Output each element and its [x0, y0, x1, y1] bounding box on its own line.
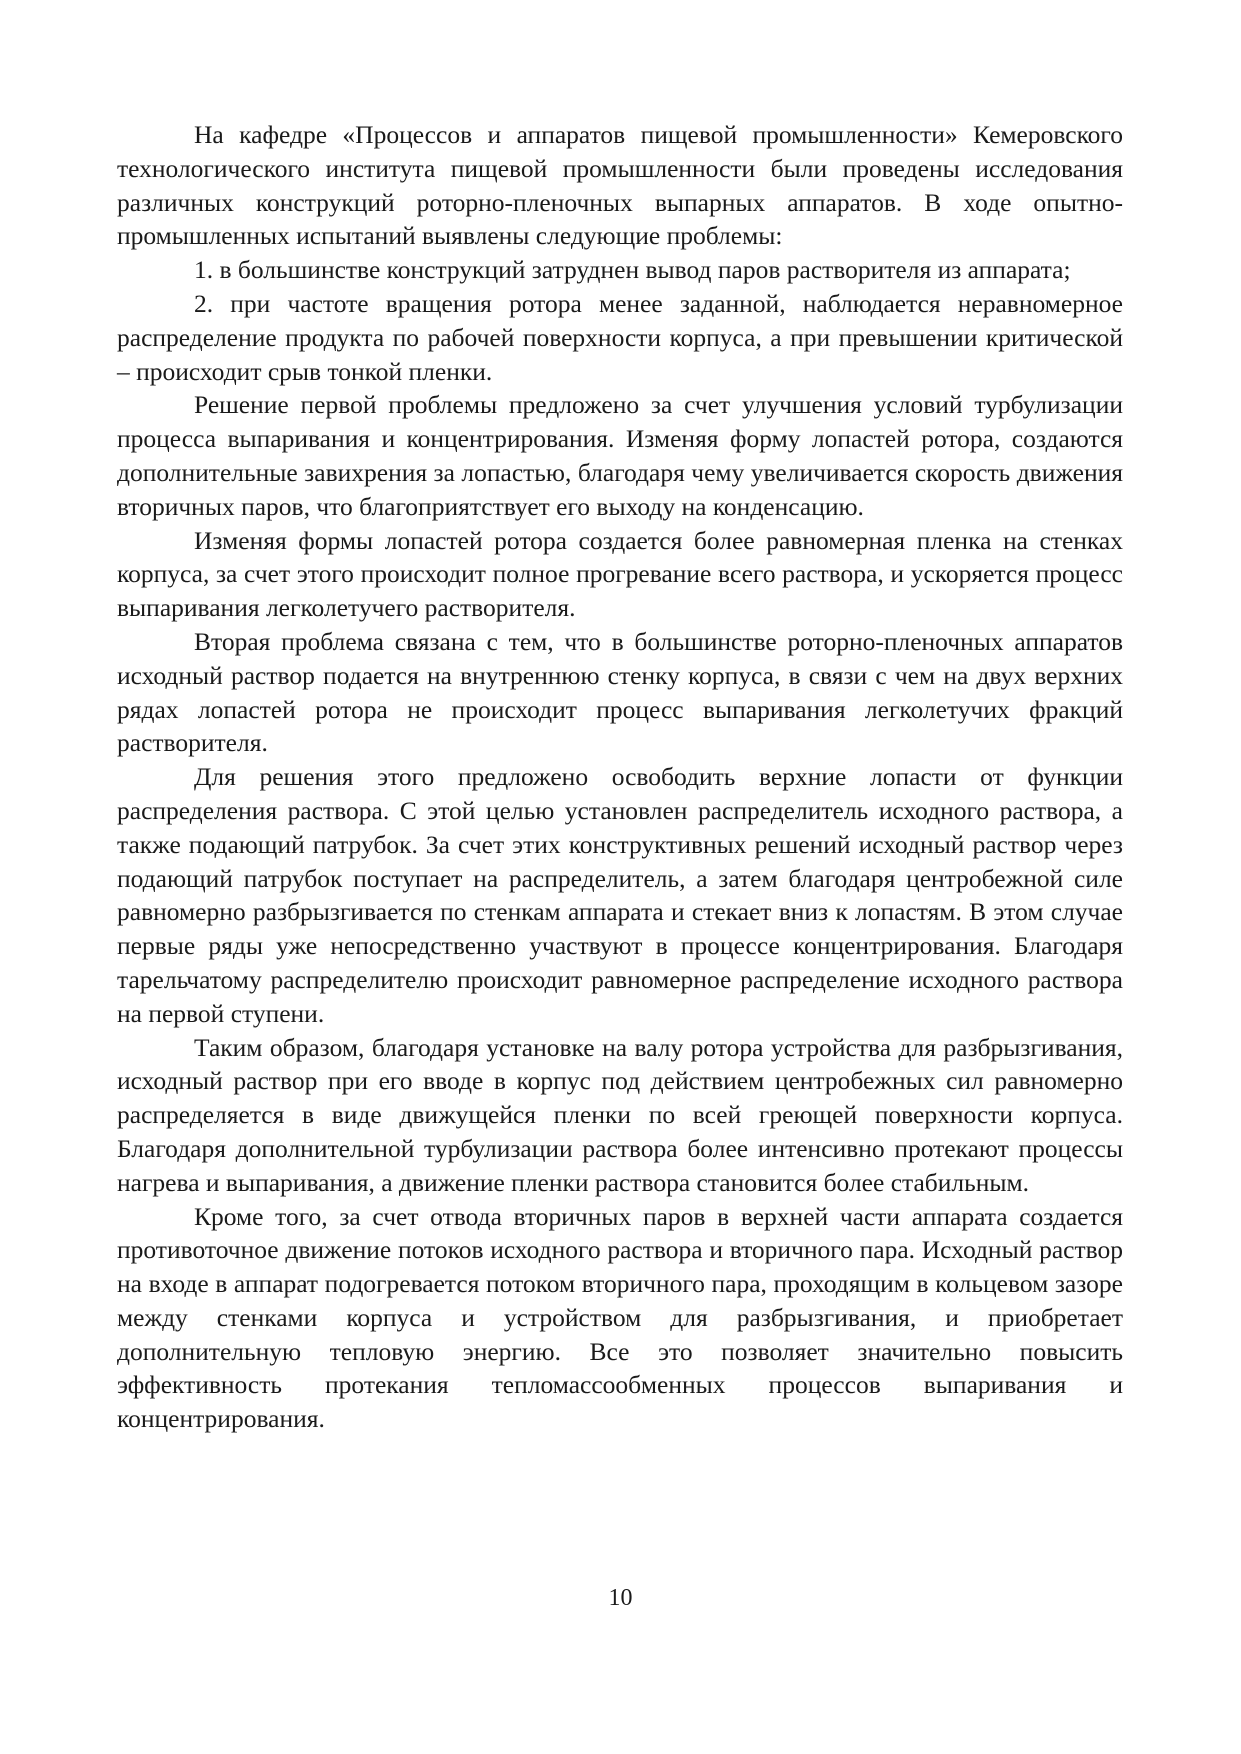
page-body	[117, 118, 1123, 1436]
paragraph-second-problem: Вторая проблема связана с тем, что в большинстве роторно-пленочных аппаратов исходный раствор подается на внутреннюю стенку корпуса, в связи с чем на двух верхних рядах лопастей ротора не происходит процесс выпаривания легколетучих фракций растворителя.	[117, 626, 1123, 758]
paragraph-conclusion: Таким образом, благодаря установке на валу ротора устройства для разбрызгивания, исходный раствор при его вводе в корпус под действием центробежных сил равномерно распределяется в виде движущейся пленки по всей греющей поверхности корпуса. Благодаря дополнительной турбулизации раствора более интенсивно протекают процессы нагрева и выпаривания, а движение пленки раствора становится более стабильным.	[117, 1032, 1123, 1197]
list-item-2: 2. при частоте вращения ротора менее заданной, наблюдается неравномерное распределение продукта по рабочей поверхности корпуса, а при превышении критической – происходит срыв тонкой пленки.	[117, 288, 1123, 386]
paragraph-counterflow: Кроме того, за счет отвода вторичных паров в верхней части аппарата создается противоточное движение потоков исходного раствора и вторичного пара. Исходный раствор на входе в аппарат подогревается потоком вторичного пара, проходящим в кольцевом зазоре между стенками корпуса и устройством для разбрызгивания, и приобретает дополнительную тепловую энергию. Все это позволяет значительно повысить эффективность протекания тепломассообменных процессов выпаривания и концентрирования.	[117, 1201, 1123, 1434]
list-item-1: 1. в большинстве конструкций затруднен вывод паров растворителя из аппарата;	[194, 255, 1071, 285]
page-number: 10	[608, 1585, 633, 1611]
paragraph-blade-shape: Изменяя формы лопастей ротора создается более равномерная пленка на стенках корпуса, за счет этого происходит полное прогревание всего раствора, и ускоряется процесс выпаривания легколетучего растворителя.	[117, 525, 1123, 623]
paragraph-first-problem-solution: Решение первой проблемы предложено за счет улучшения условий турбулизации процесса выпаривания и концентрирования. Изменяя форму лопастей ротора, создаются дополнительные завихрения за лопастью, благодаря чему увеличивается скорость движения вторичных паров, что благоприятствует его выходу на конденсацию.	[117, 390, 1123, 521]
paragraph-second-problem-solution: Для решения этого предложено освободить верхние лопасти от функции распределения раствора. С этой целью установлен распределитель исходного раствора, а также подающий патрубок. За счет этих конструктивных решений исходный раствор через подающий патрубок поступает на распределитель, а затем благодаря центробежной силе равномерно разбрызгивается по стенкам аппарата и стекает вниз к лопастям. В этом случае первые ряды уже непосредственно участвуют в процессе концентрирования. Благодаря тарельчатому распределителю происходит равномерное распределение исходного раствора на первой ступени.	[117, 762, 1123, 1028]
paragraph-intro: На кафедре «Процессов и аппаратов пищевой промышленности» Кемеровского технологического института пищевой промышленности были проведены исследования различных конструкций роторно-пленочных выпарных аппаратов. В ходе опытно-промышленных испытаний выявлены следующие проблемы:	[117, 120, 1123, 251]
